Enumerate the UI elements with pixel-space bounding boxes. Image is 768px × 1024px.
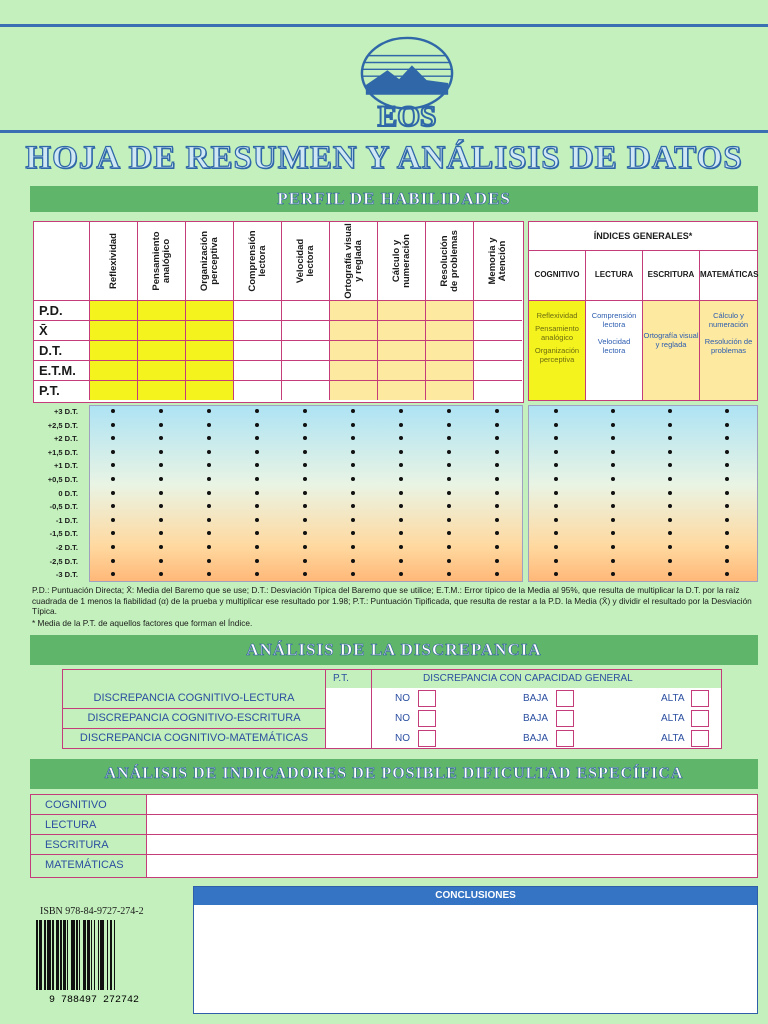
- factor-header: Organización perceptiva: [186, 222, 234, 300]
- factor-header: Memoria y Atención: [487, 237, 508, 285]
- disc-option-label: BAJA: [523, 733, 549, 744]
- score-cell[interactable]: [186, 360, 234, 380]
- scale-dot[interactable]: [351, 545, 355, 549]
- scale-dot[interactable]: [447, 477, 451, 481]
- score-cell[interactable]: [474, 360, 522, 380]
- index-matematicas-box[interactable]: Cálculo y numeración Resolución de problemas: [700, 300, 757, 400]
- index-escritura-box[interactable]: Ortografía visual y reglada: [643, 300, 700, 400]
- scale-dot[interactable]: [351, 423, 355, 427]
- disc-row-lectura: DISCREPANCIA COGNITIVO-LECTURA: [93, 692, 295, 704]
- section-discrepancia-heading: ANÁLISIS DE LA DISCREPANCIA: [30, 635, 758, 665]
- index-scale-dot[interactable]: [554, 409, 558, 413]
- scale-dot[interactable]: [159, 545, 163, 549]
- svg-text:EOS: EOS: [377, 101, 437, 134]
- scale-dot[interactable]: [255, 423, 259, 427]
- scale-dot[interactable]: [207, 423, 211, 427]
- score-cell[interactable]: [378, 300, 426, 320]
- scale-dot[interactable]: [351, 559, 355, 563]
- index-scale-dot[interactable]: [554, 450, 558, 454]
- scale-dot[interactable]: [255, 409, 259, 413]
- indices-header: ÍNDICES GENERALES*: [529, 222, 757, 251]
- factor-header: Ortografía visual y reglada: [330, 222, 378, 300]
- index-scale-dot[interactable]: [611, 545, 615, 549]
- disc-option-checkbox[interactable]: [556, 690, 574, 707]
- disc-row-escritura: DISCREPANCIA COGNITIVO-ESCRITURA: [87, 712, 301, 724]
- score-cell[interactable]: [426, 320, 474, 340]
- scale-dot[interactable]: [255, 559, 259, 563]
- top-rule: [0, 24, 768, 27]
- scale-dot[interactable]: [159, 423, 163, 427]
- score-cell[interactable]: [234, 300, 282, 320]
- scale-label: -3 D.T.: [55, 570, 78, 580]
- index-scale-dot[interactable]: [611, 491, 615, 495]
- indicator-escritura: ESCRITURA: [31, 835, 147, 855]
- conclusions-heading: CONCLUSIONES: [194, 887, 757, 905]
- scale-dot[interactable]: [495, 477, 499, 481]
- scale-dot[interactable]: [111, 423, 115, 427]
- index-scale-dot[interactable]: [668, 477, 672, 481]
- scale-dot[interactable]: [351, 450, 355, 454]
- scale-label: -0,5 D.T.: [49, 502, 78, 512]
- index-scale-dot[interactable]: [725, 477, 729, 481]
- score-cell[interactable]: [234, 320, 282, 340]
- scale-dot[interactable]: [207, 518, 211, 522]
- score-cell[interactable]: [90, 320, 138, 340]
- conclusions-box[interactable]: [193, 886, 758, 1014]
- score-cell[interactable]: [90, 300, 138, 320]
- disc-option-label: BAJA: [523, 713, 549, 724]
- score-cell[interactable]: [378, 320, 426, 340]
- disc-option-checkbox[interactable]: [556, 730, 574, 747]
- disc-option-label: NO: [395, 713, 410, 724]
- scale-label: -2 D.T.: [55, 543, 78, 552]
- scale-dot[interactable]: [303, 545, 307, 549]
- scale-label: 0 D.T.: [58, 488, 78, 498]
- disc-option-label: BAJA: [523, 693, 549, 704]
- disc-option-checkbox[interactable]: [418, 690, 436, 707]
- scale-dot[interactable]: [399, 450, 403, 454]
- scale-dot[interactable]: [207, 491, 211, 495]
- scale-dot[interactable]: [495, 545, 499, 549]
- scale-dot[interactable]: [399, 518, 403, 522]
- scale-dot[interactable]: [399, 477, 403, 481]
- score-cell[interactable]: [330, 320, 378, 340]
- isbn-text: ISBN 978-84-9727-274-2: [40, 906, 144, 917]
- scale-dot[interactable]: [159, 518, 163, 522]
- scale-dot[interactable]: [111, 559, 115, 563]
- scale-dot[interactable]: [207, 450, 211, 454]
- scale-area-indices: [528, 405, 758, 582]
- score-cell[interactable]: [90, 340, 138, 360]
- index-scale-dot[interactable]: [725, 559, 729, 563]
- disc-option-checkbox[interactable]: [556, 710, 574, 727]
- scale-dot[interactable]: [159, 559, 163, 563]
- scale-dot[interactable]: [351, 518, 355, 522]
- score-cell[interactable]: [138, 300, 186, 320]
- profile-table: [33, 221, 524, 403]
- index-scale-dot[interactable]: [554, 423, 558, 427]
- section-indicadores-heading: ANÁLISIS DE INDICADORES DE POSIBLE DIFICULTAD ESPECÍFICA: [30, 759, 758, 789]
- scale-dot[interactable]: [255, 491, 259, 495]
- scale-dot[interactable]: [447, 450, 451, 454]
- score-cell[interactable]: [138, 340, 186, 360]
- score-cell[interactable]: [138, 360, 186, 380]
- index-scale-dot[interactable]: [725, 409, 729, 413]
- row-label-media: X̄: [34, 320, 90, 340]
- row-label-pt: P.T.: [34, 380, 90, 400]
- scale-dot[interactable]: [255, 545, 259, 549]
- index-scale-dot[interactable]: [668, 559, 672, 563]
- row-label-dt: D.T.: [34, 340, 90, 360]
- scale-dot[interactable]: [447, 409, 451, 413]
- indicators-table: [30, 794, 758, 878]
- scale-label: -1 D.T.: [55, 515, 78, 525]
- index-scale-dot[interactable]: [725, 450, 729, 454]
- score-cell[interactable]: [474, 320, 522, 340]
- index-scale-dot[interactable]: [668, 409, 672, 413]
- index-scale-dot[interactable]: [668, 518, 672, 522]
- index-scale-dot[interactable]: [725, 518, 729, 522]
- scale-label: +3 D.T.: [54, 407, 78, 416]
- index-scale-dot[interactable]: [611, 477, 615, 481]
- score-cell[interactable]: [282, 360, 330, 380]
- index-scale-dot[interactable]: [611, 559, 615, 563]
- index-scale-dot[interactable]: [554, 518, 558, 522]
- score-cell[interactable]: [186, 380, 234, 400]
- scale-dot[interactable]: [255, 450, 259, 454]
- scale-dot[interactable]: [159, 450, 163, 454]
- score-cell[interactable]: [138, 380, 186, 400]
- index-scale-dot[interactable]: [725, 545, 729, 549]
- score-cell[interactable]: [234, 380, 282, 400]
- indicator-cognitivo: COGNITIVO: [31, 795, 147, 815]
- scale-dot[interactable]: [111, 491, 115, 495]
- score-cell[interactable]: [90, 360, 138, 380]
- score-cell[interactable]: [282, 300, 330, 320]
- scale-dot[interactable]: [255, 518, 259, 522]
- eos-logo: [358, 36, 456, 134]
- scale-dot[interactable]: [111, 477, 115, 481]
- score-cell[interactable]: [330, 340, 378, 360]
- factor-header: Comprensión lectora: [234, 222, 282, 300]
- index-lectura-box[interactable]: Comprensión lectora Velocidad lectora: [586, 300, 643, 400]
- scale-dot[interactable]: [159, 477, 163, 481]
- score-cell[interactable]: [474, 300, 522, 320]
- index-scale-dot[interactable]: [611, 450, 615, 454]
- index-scale-dot[interactable]: [668, 491, 672, 495]
- scale-label: -1,5 D.T.: [49, 529, 78, 539]
- scale-dot[interactable]: [447, 545, 451, 549]
- scale-dot[interactable]: [399, 491, 403, 495]
- score-cell[interactable]: [474, 380, 522, 400]
- index-col-lectura: LECTURA: [586, 250, 643, 300]
- disc-col-pt: P.T.: [333, 673, 349, 684]
- footnote: * Media de la P.T. de aquellos factores que forman el Índice.: [32, 618, 253, 628]
- score-cell[interactable]: [138, 320, 186, 340]
- score-cell[interactable]: [90, 380, 138, 400]
- disc-option-label: NO: [395, 733, 410, 744]
- svg-text:9 788497 272742: 9 788497 272742: [48, 995, 140, 1004]
- scale-dot[interactable]: [351, 409, 355, 413]
- score-cell[interactable]: [426, 300, 474, 320]
- scale-label: +2 D.T.: [54, 434, 78, 444]
- barcode: [32, 918, 156, 1004]
- score-cell[interactable]: [378, 340, 426, 360]
- disc-col-main: DISCREPANCIA CON CAPACIDAD GENERAL: [423, 673, 633, 684]
- scale-dot[interactable]: [303, 409, 307, 413]
- page-title: HOJA DE RESUMEN Y ANÁLISIS DE DATOS: [25, 140, 743, 176]
- index-scale-dot[interactable]: [725, 423, 729, 427]
- index-scale-dot[interactable]: [668, 545, 672, 549]
- corner-cell: [34, 222, 90, 300]
- index-scale-dot[interactable]: [611, 423, 615, 427]
- disc-row-matematicas: DISCREPANCIA COGNITIVO-MATEMÁTICAS: [79, 732, 309, 744]
- index-col-cognitivo: COGNITIVO: [529, 250, 586, 300]
- index-scale-dot[interactable]: [725, 491, 729, 495]
- scale-dot[interactable]: [303, 559, 307, 563]
- factor-header: Resolución de problemas: [426, 222, 474, 300]
- scale-dot[interactable]: [255, 477, 259, 481]
- score-cell[interactable]: [234, 340, 282, 360]
- scale-dot[interactable]: [399, 545, 403, 549]
- scale-dot[interactable]: [303, 450, 307, 454]
- scale-dot[interactable]: [351, 477, 355, 481]
- scale-dot[interactable]: [495, 518, 499, 522]
- score-cell[interactable]: [330, 300, 378, 320]
- scale-dot[interactable]: [111, 518, 115, 522]
- disc-option-label: ALTA: [661, 693, 685, 704]
- index-col-escritura: ESCRITURA: [643, 250, 700, 300]
- scale-dot[interactable]: [447, 518, 451, 522]
- disc-option-checkbox[interactable]: [691, 690, 709, 707]
- scale-dot[interactable]: [207, 545, 211, 549]
- index-col-matematicas: MATEMÁTICAS: [700, 270, 759, 279]
- scale-dot[interactable]: [207, 409, 211, 413]
- score-cell[interactable]: [186, 340, 234, 360]
- scale-dot[interactable]: [399, 409, 403, 413]
- scale-dot[interactable]: [447, 423, 451, 427]
- scale-label: +1,5 D.T.: [47, 447, 78, 457]
- scale-dot[interactable]: [447, 559, 451, 563]
- indicator-lectura: LECTURA: [31, 815, 147, 835]
- scale-label: +2,5 D.T.: [47, 420, 78, 430]
- score-cell[interactable]: [186, 320, 234, 340]
- scale-dot[interactable]: [159, 491, 163, 495]
- score-cell[interactable]: [330, 380, 378, 400]
- index-scale-dot[interactable]: [668, 423, 672, 427]
- score-cell[interactable]: [282, 340, 330, 360]
- scale-dot[interactable]: [111, 450, 115, 454]
- disc-option-label: ALTA: [661, 733, 685, 744]
- score-cell[interactable]: [330, 360, 378, 380]
- scale-dot[interactable]: [495, 423, 499, 427]
- factor-header: Reflexividad: [90, 222, 138, 300]
- scale-dot[interactable]: [303, 491, 307, 495]
- disc-option-checkbox[interactable]: [691, 730, 709, 747]
- index-cognitivo-box[interactable]: Reflexividad Pensamiento analógico Organización perceptiva: [529, 300, 586, 400]
- score-cell[interactable]: [426, 380, 474, 400]
- index-scale-dot[interactable]: [554, 559, 558, 563]
- index-scale-dot[interactable]: [611, 409, 615, 413]
- factor-header: Velocidad lectora: [282, 222, 330, 300]
- scale-dot[interactable]: [303, 423, 307, 427]
- scale-label: +1 D.T.: [54, 461, 78, 471]
- scale-dot[interactable]: [495, 559, 499, 563]
- scale-dot[interactable]: [399, 559, 403, 563]
- scale-dot[interactable]: [159, 409, 163, 413]
- scale-label: -2,5 D.T.: [49, 556, 78, 566]
- index-scale-dot[interactable]: [554, 545, 558, 549]
- factor-header: Cálculo y numeración: [378, 222, 426, 300]
- scale-dot[interactable]: [495, 450, 499, 454]
- scale-dot[interactable]: [495, 491, 499, 495]
- scale-label: +0,5 D.T.: [47, 475, 78, 484]
- row-label-pd: P.D.: [34, 300, 90, 320]
- scale-dot[interactable]: [111, 409, 115, 413]
- scale-dot[interactable]: [447, 491, 451, 495]
- scale-dot[interactable]: [399, 423, 403, 427]
- scale-dot[interactable]: [495, 409, 499, 413]
- disc-option-label: ALTA: [661, 713, 685, 724]
- scale-dot[interactable]: [207, 477, 211, 481]
- score-cell[interactable]: [426, 360, 474, 380]
- row-label-etm: E.T.M.: [34, 360, 90, 380]
- score-cell[interactable]: [378, 380, 426, 400]
- index-scale-dot[interactable]: [668, 450, 672, 454]
- scale-dot[interactable]: [303, 477, 307, 481]
- index-scale-dot[interactable]: [611, 518, 615, 522]
- indicator-matematicas: MATEMÁTICAS: [31, 855, 147, 877]
- scale-dot[interactable]: [207, 559, 211, 563]
- score-cell[interactable]: [282, 320, 330, 340]
- score-cell[interactable]: [186, 300, 234, 320]
- indices-table: [528, 221, 758, 401]
- scale-dot[interactable]: [111, 545, 115, 549]
- disc-option-checkbox[interactable]: [418, 730, 436, 747]
- disc-option-checkbox[interactable]: [418, 710, 436, 727]
- scale-dot[interactable]: [303, 518, 307, 522]
- score-cell[interactable]: [426, 340, 474, 360]
- index-scale-dot[interactable]: [554, 491, 558, 495]
- discrepancy-table: [62, 669, 722, 749]
- scale-dot[interactable]: [351, 491, 355, 495]
- legend-text: P.D.: Puntuación Directa; X̄: Media del Baremo que se use; D.T.: Desviación Típica del Baremo que se utilice; E.T.M.: Error típico de la Media al 95%, que resulta de multiplicar la D.T. por la raíz cuadrada de 1 menos la fiabilidad (α) de la prueba y multiplicar ese resultado por 1.98; P.T.: Puntuación Tipificada, que resulta de restar a la P.D. la Media (X̄) y dividir el resultado por la Desviación Típica.: [32, 585, 752, 616]
- index-scale-dot[interactable]: [554, 477, 558, 481]
- factor-header: Pensamiento analógico: [138, 222, 186, 300]
- score-cell[interactable]: [474, 340, 522, 360]
- score-cell[interactable]: [282, 380, 330, 400]
- disc-option-checkbox[interactable]: [691, 710, 709, 727]
- score-cell[interactable]: [234, 360, 282, 380]
- score-cell[interactable]: [378, 360, 426, 380]
- section-perfil-heading: PERFIL DE HABILIDADES: [30, 186, 758, 212]
- disc-option-label: NO: [395, 693, 410, 704]
